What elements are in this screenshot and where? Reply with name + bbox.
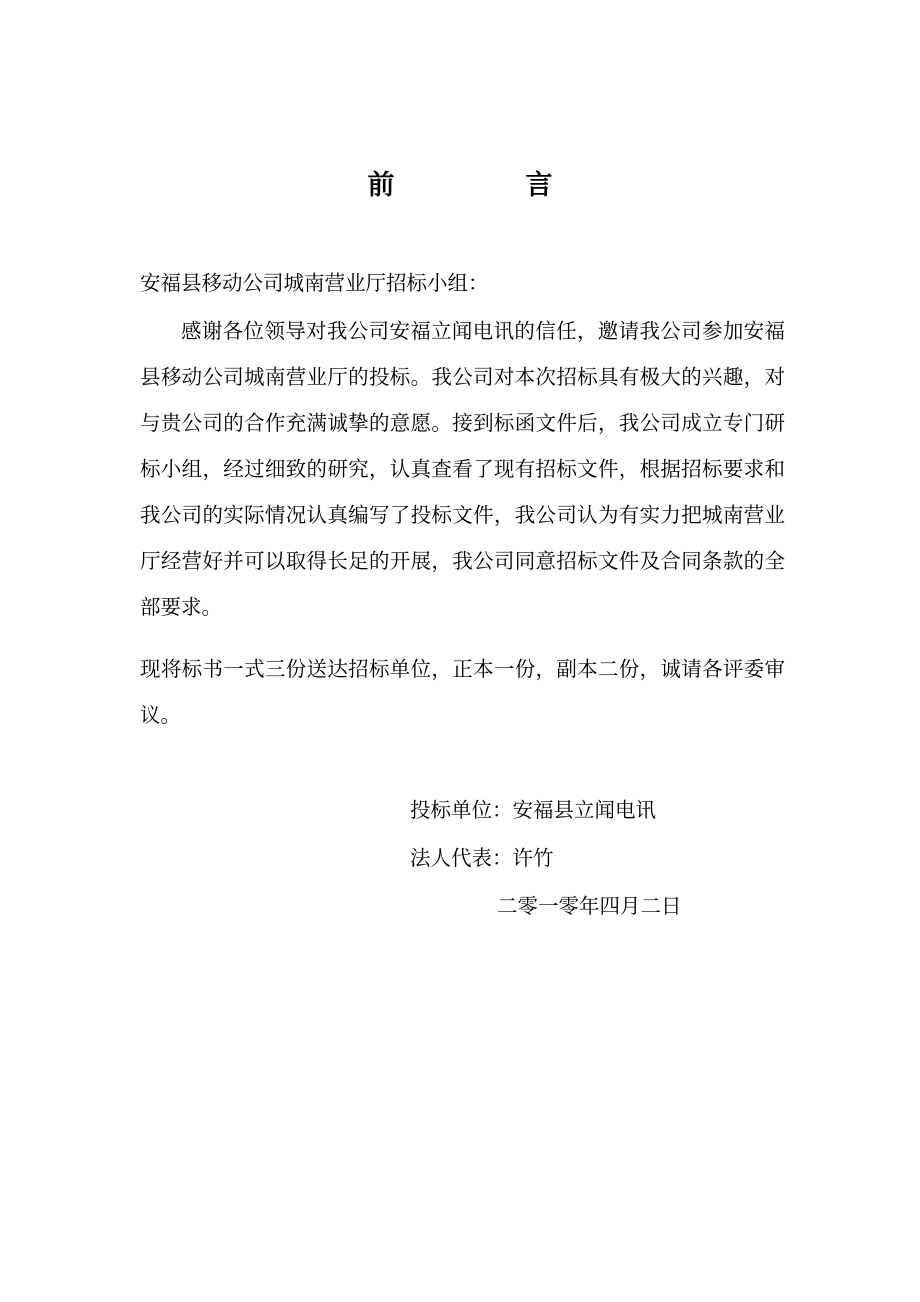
signature-unit: 投标单位：安福县立闻电讯	[410, 798, 656, 822]
salutation: 安福县移动公司城南营业厅招标小组：	[140, 271, 489, 295]
page-title: 前 言	[367, 170, 605, 201]
signature-date: 二零一零年四月二日	[497, 894, 682, 918]
signature-representative: 法人代表：许竹	[410, 846, 554, 870]
paragraph-closing: 现将标书一式三份送达招标单位，正本一份，副本二份，诚请各评委审议。	[140, 657, 785, 727]
paragraph-body: 感谢各位领导对我公司安福立闻电讯的信任，邀请我公司参加安福县移动公司城南营业厅的投标。我公司对本次招标具有极大的兴趣，对与贵公司的合作充满诚挚的意愿。接到标函文件后，我公司成立专门研标小组，经过细致的研究，认真查看了现有招标文件，根据招标要求和我公司的实际情况认真编写了投标文件，我公司认为有实力把城南营业厅经营好并可以取得长足的开展，我公司同意招标文件及合同条款的全部要求。	[140, 319, 785, 619]
